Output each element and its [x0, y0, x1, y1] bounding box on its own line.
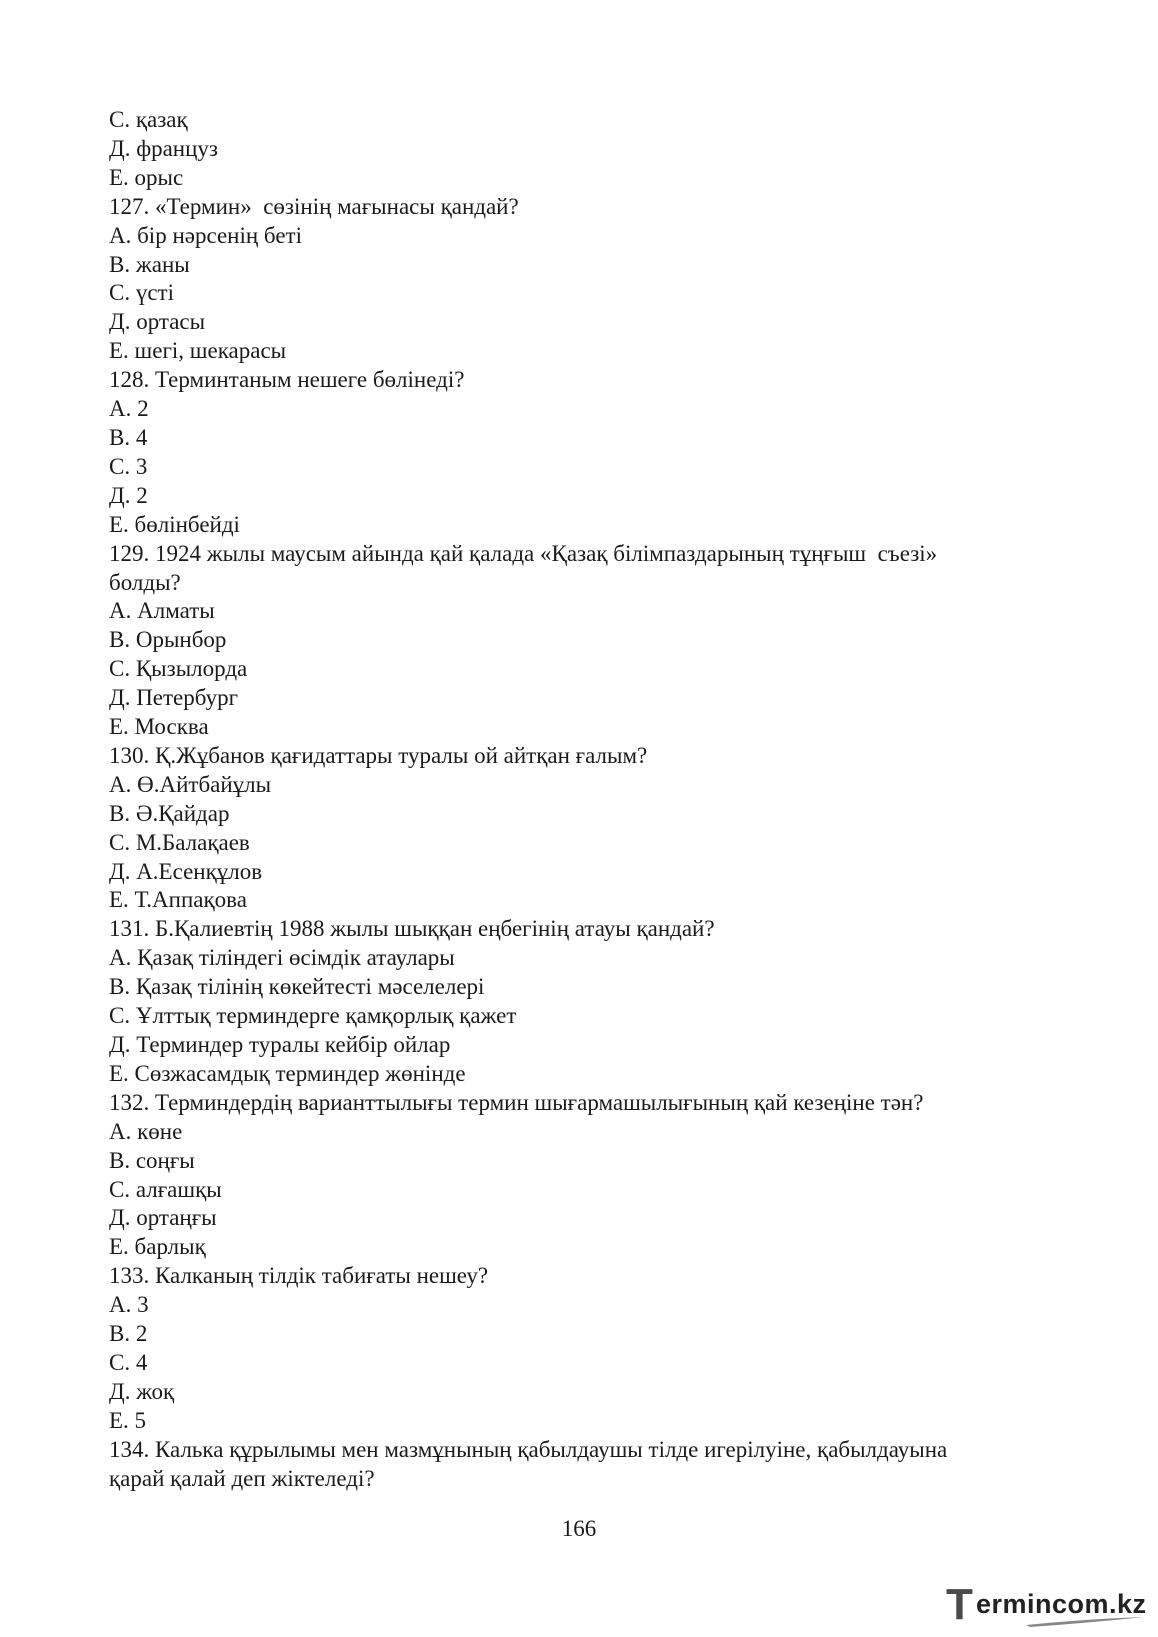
- text-line: В. соңғы: [109, 1147, 195, 1173]
- text-line: Е. Москва: [109, 714, 209, 740]
- text-line: Е. Т.Аппақова: [109, 887, 247, 913]
- question-133: 133. Калканың тілдік табиғаты нешеу?: [109, 1263, 489, 1289]
- text-line: С. үсті: [109, 280, 174, 306]
- text-line: Е. бөлінбейді: [109, 511, 240, 537]
- text-line: С. Ұлттық терминдерге қамқорлық қажет: [109, 1003, 517, 1029]
- text-line: С. 3: [109, 453, 148, 479]
- question-132: 132. Терминдердің варианттылығы термин шығармашылығының қай кезеңіне тән?: [109, 1089, 924, 1115]
- text-line: Е. Сөзжасамдық терминдер жөнінде: [109, 1060, 466, 1086]
- text-line: Е. шегі, шекарасы: [109, 338, 287, 364]
- text-line: А. Алматы: [109, 598, 215, 624]
- question-127: 127. «Термин» сөзінің мағынасы қандай?: [109, 193, 519, 219]
- question-128: 128. Терминтаным нешеге бөлінеді?: [109, 367, 465, 393]
- text-line: А. көне: [109, 1118, 183, 1144]
- logo-swoosh-icon: [1026, 1617, 1144, 1627]
- question-134: 134. Калька құрылымы мен мазмұнының қабылдаушы тілде игерілуіне, қабылдауына: [109, 1436, 948, 1462]
- termincom-logo: [946, 1580, 1147, 1629]
- text-line: Д. Петербург: [109, 685, 239, 711]
- text-line: В. 4: [109, 424, 148, 450]
- text-line: А. бір нәрсенің беті: [109, 222, 302, 248]
- text-line: Е. орыс: [109, 164, 184, 190]
- text-line: С. 4: [109, 1349, 148, 1375]
- text-line: С. алғашқы: [109, 1176, 222, 1202]
- question-131: 131. Б.Қалиевтің 1988 жылы шыққан еңбегінің атауы қандай?: [109, 916, 715, 942]
- question-129: 129. 1924 жылы маусым айында қай қалада «Қазақ білімпаздарының тұңғыш съезі»: [109, 540, 938, 566]
- text-line: қарай қалай деп жіктеледі?: [109, 1465, 375, 1491]
- text-line: В. Орынбор: [109, 627, 227, 653]
- logo-letter-t: T: [946, 1580, 973, 1629]
- text-line: Е. барлық: [109, 1234, 206, 1260]
- text-line: В. Ә.Қайдар: [109, 800, 230, 826]
- text-line: Д. ортаңғы: [109, 1205, 217, 1231]
- text-line: А. Қазақ тіліндегі өсімдік атаулары: [109, 945, 455, 971]
- text-line: Д. Терминдер туралы кейбір ойлар: [109, 1032, 451, 1057]
- text-line: Д. француз: [109, 135, 219, 161]
- question-130: 130. Қ.Жұбанов қағидаттары туралы ой айтқан ғалым?: [109, 742, 648, 768]
- text-line: Д. ортасы: [109, 309, 206, 335]
- text-line: В. жаны: [109, 251, 190, 277]
- document-body: [109, 106, 1049, 1494]
- text-line: С. қазақ: [109, 107, 188, 132]
- text-line: В. 2: [109, 1321, 148, 1347]
- text-line: Д. 2: [109, 482, 148, 508]
- text-line: Д. А.Есенқұлов: [109, 858, 263, 884]
- text-line: С. М.Балақаев: [109, 829, 250, 855]
- text-line: А. 3: [109, 1292, 149, 1318]
- text-line: Е. 5: [109, 1407, 147, 1433]
- page-number: 166: [561, 1516, 597, 1541]
- text-line: Д. жоқ: [109, 1378, 175, 1404]
- text-line: В. Қазақ тілінің көкейтесті мәселелері: [109, 974, 485, 1000]
- logo-wordmark: ermincom.kz: [976, 1589, 1147, 1619]
- text-line: болды?: [109, 569, 181, 595]
- text-line: А. 2: [109, 396, 149, 422]
- text-line: А. Ө.Айтбайұлы: [109, 771, 272, 797]
- text-line: С. Қызылорда: [109, 656, 248, 682]
